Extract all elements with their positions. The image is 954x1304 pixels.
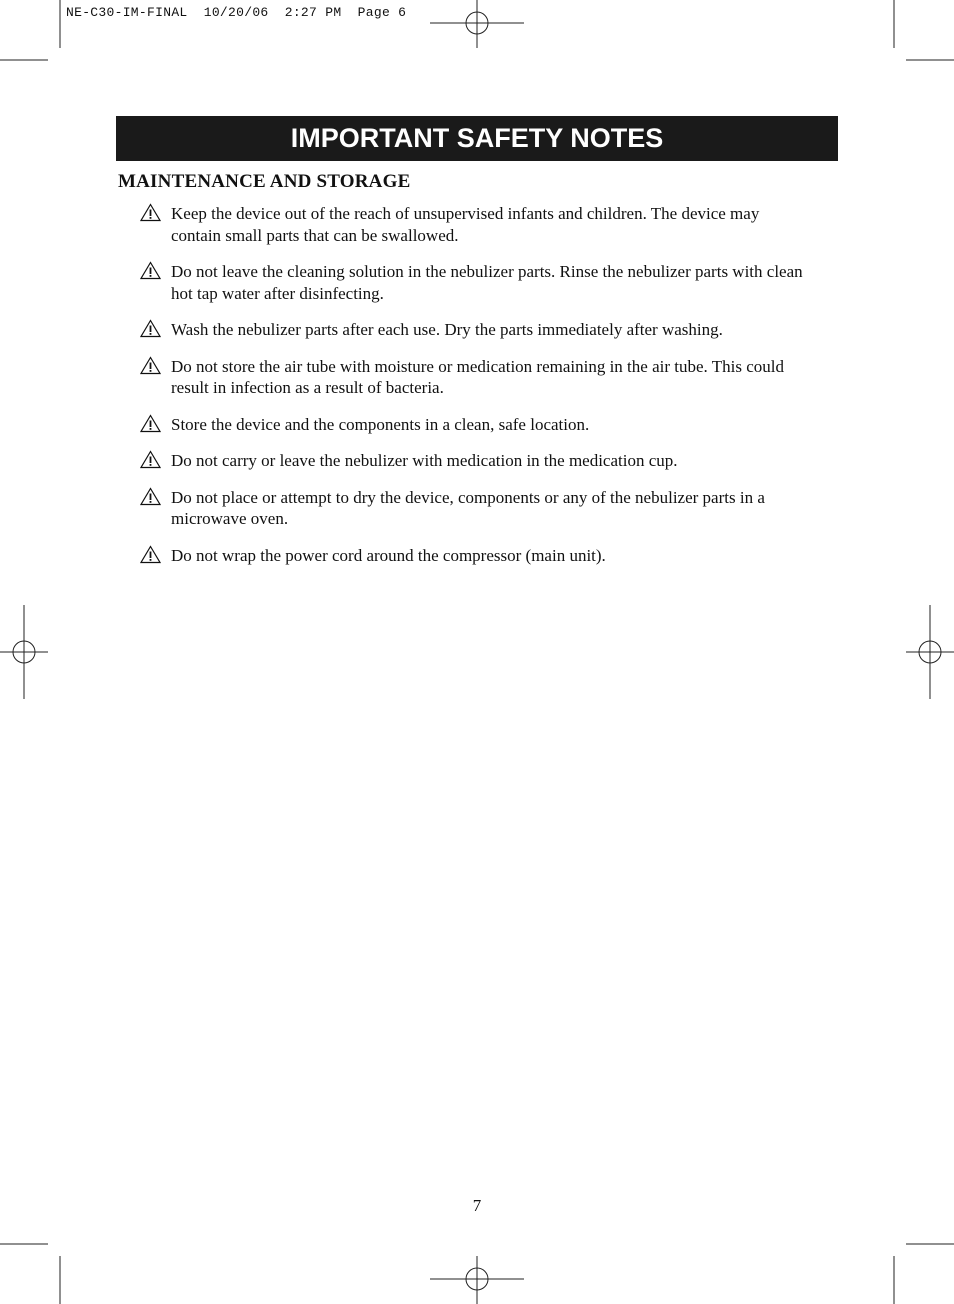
warning-triangle-icon xyxy=(140,414,161,433)
list-item xyxy=(140,261,810,304)
list-item xyxy=(140,545,810,567)
registration-mark-left xyxy=(0,605,48,699)
note-text: Wash the nebulizer parts after each use. Dry the parts immediately after washing. xyxy=(171,320,723,339)
note-text: Do not store the air tube with moisture or medication remaining in the air tube. This could result in infection as a result of bacteria. xyxy=(171,356,784,397)
title-banner xyxy=(116,116,838,161)
list-item xyxy=(140,450,810,472)
warning-triangle-icon xyxy=(140,319,161,338)
warning-triangle-icon xyxy=(140,261,161,280)
list-item xyxy=(140,414,810,436)
note-text: Do not place or attempt to dry the device, components or any of the nebulizer parts in a microwave oven. xyxy=(171,487,765,528)
list-item xyxy=(140,203,810,246)
page-title: IMPORTANT SAFETY NOTES xyxy=(290,123,664,153)
warning-triangle-icon xyxy=(140,487,161,506)
crop-mark-bottom-left xyxy=(0,1244,60,1304)
crop-mark-top-right xyxy=(894,0,954,60)
section-heading: MAINTENANCE AND STORAGE xyxy=(118,171,411,192)
note-text: Do not wrap the power cord around the compressor (main unit). xyxy=(171,545,606,565)
warning-triangle-icon xyxy=(140,545,161,564)
registration-mark-bottom xyxy=(430,1256,524,1304)
note-text: Store the device and the components in a clean, safe location. xyxy=(171,414,590,434)
note-text: Keep the device out of the reach of unsupervised infants and children. The device may contain small parts that can be swallowed. xyxy=(171,204,760,245)
crop-mark-bottom-right xyxy=(894,1244,954,1304)
crop-mark-top-left xyxy=(0,0,60,60)
safety-notes-list xyxy=(140,203,810,566)
list-item xyxy=(140,356,810,399)
print-slug-line: NE-C30-IM-FINAL 10/20/06 2:27 PM Page 6 xyxy=(66,5,407,20)
registration-mark-top xyxy=(430,0,524,48)
warning-triangle-icon xyxy=(140,203,161,222)
list-item xyxy=(140,487,810,530)
page-number: 7 xyxy=(472,1196,482,1215)
warning-triangle-icon xyxy=(140,356,161,375)
note-text: Do not carry or leave the nebulizer with medication in the medication cup. xyxy=(171,451,678,470)
list-item xyxy=(140,319,810,341)
registration-mark-right xyxy=(906,605,954,699)
warning-triangle-icon xyxy=(140,450,161,469)
note-text: Do not leave the cleaning solution in the nebulizer parts. Rinse the nebulizer parts with clean hot tap water after disinfecting. xyxy=(171,262,803,303)
